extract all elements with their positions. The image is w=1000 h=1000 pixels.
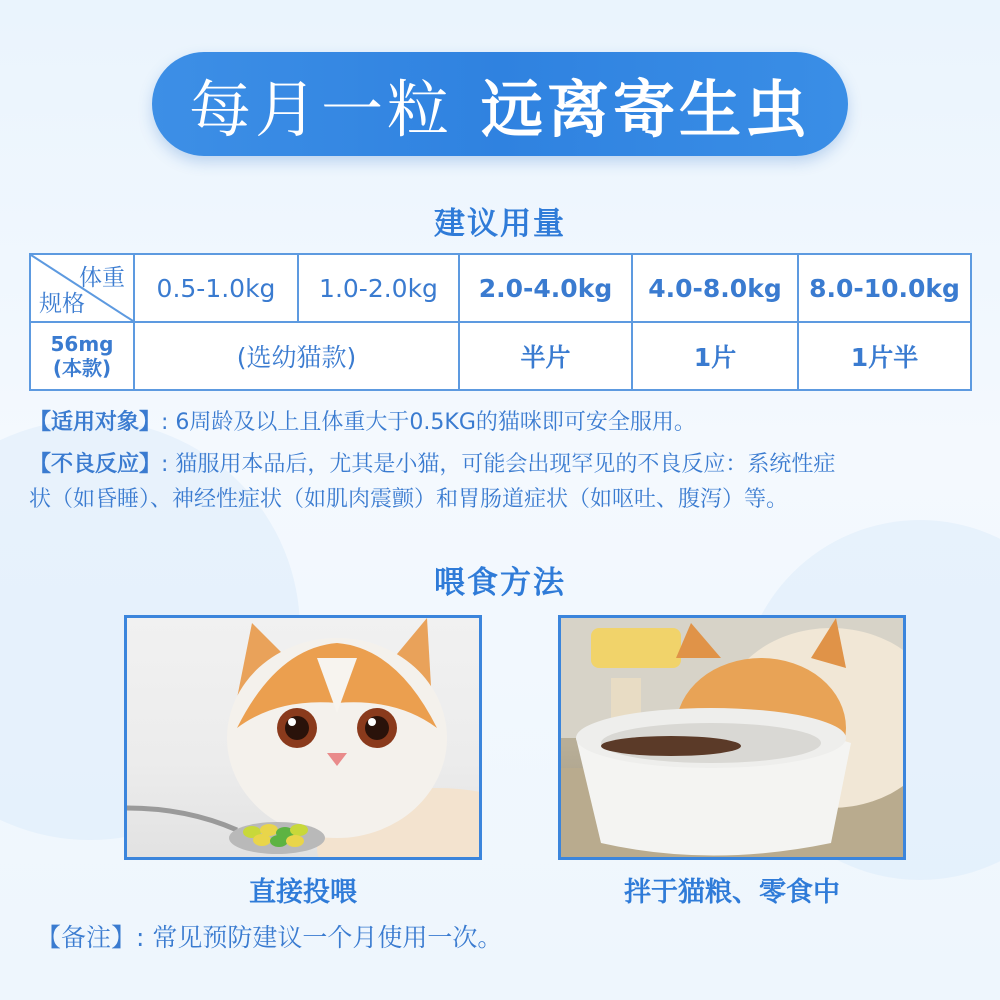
caption-mixed-feeding: 拌于猫粮、零食中 [624,877,840,908]
adverse-text: : 猫服用本品后，尤其是小猫，可能会出现罕见的不良反应：系统性症 [161,452,836,477]
header-title-part2: 远离寄生虫 [481,72,812,146]
dosage-section-title: 建议用量 [434,206,566,242]
dose-cell: 半片 [459,322,632,390]
photo-mixed-feeding [558,615,906,860]
header-title-part1: 每月一粒 [188,72,453,146]
target-key: 【适用对象】 [29,410,162,435]
photo-direct-feeding [124,615,482,860]
table-corner-cell [30,254,134,322]
cat-eating-bowl-image [561,618,903,857]
dose-cell: 1片 [632,322,798,390]
target-note [29,405,974,441]
dose-cell: 1片半 [798,322,971,390]
spec-cell [30,322,134,390]
spec-value: 56mg [50,332,114,356]
adverse-note-continued: 状（如昏睡）、神经性症状（如肌肉震颤）和胃肠道症状（如呕吐、腹泻）等。 [29,487,789,512]
header-banner [152,52,848,156]
weight-cell: 2.0-4.0kg [459,254,632,322]
dosage-table [29,253,972,391]
table-dose-row [30,322,971,390]
target-text: : 6周龄及以上且体重大于0.5KG的猫咪即可安全服用。 [161,410,696,435]
dose-cell: (选幼猫款) [134,322,459,390]
adverse-note [29,447,974,483]
corner-label-spec: 规格 [39,291,85,317]
cat-with-spoon-image [127,618,479,857]
adverse-key: 【不良反应】 [29,452,162,477]
table-header-row [30,254,971,322]
spec-note: (本款) [52,356,112,380]
footer-note: 【备注】: 常见预防建议一个月使用一次。 [36,923,503,952]
weight-cell: 0.5-1.0kg [134,254,298,322]
weight-cell: 4.0-8.0kg [632,254,798,322]
caption-direct-feeding: 直接投喂 [249,877,357,908]
weight-cell: 8.0-10.0kg [798,254,971,322]
corner-label-weight: 体重 [79,265,125,291]
feeding-section-title: 喂食方法 [434,565,566,601]
weight-cell: 1.0-2.0kg [298,254,459,322]
